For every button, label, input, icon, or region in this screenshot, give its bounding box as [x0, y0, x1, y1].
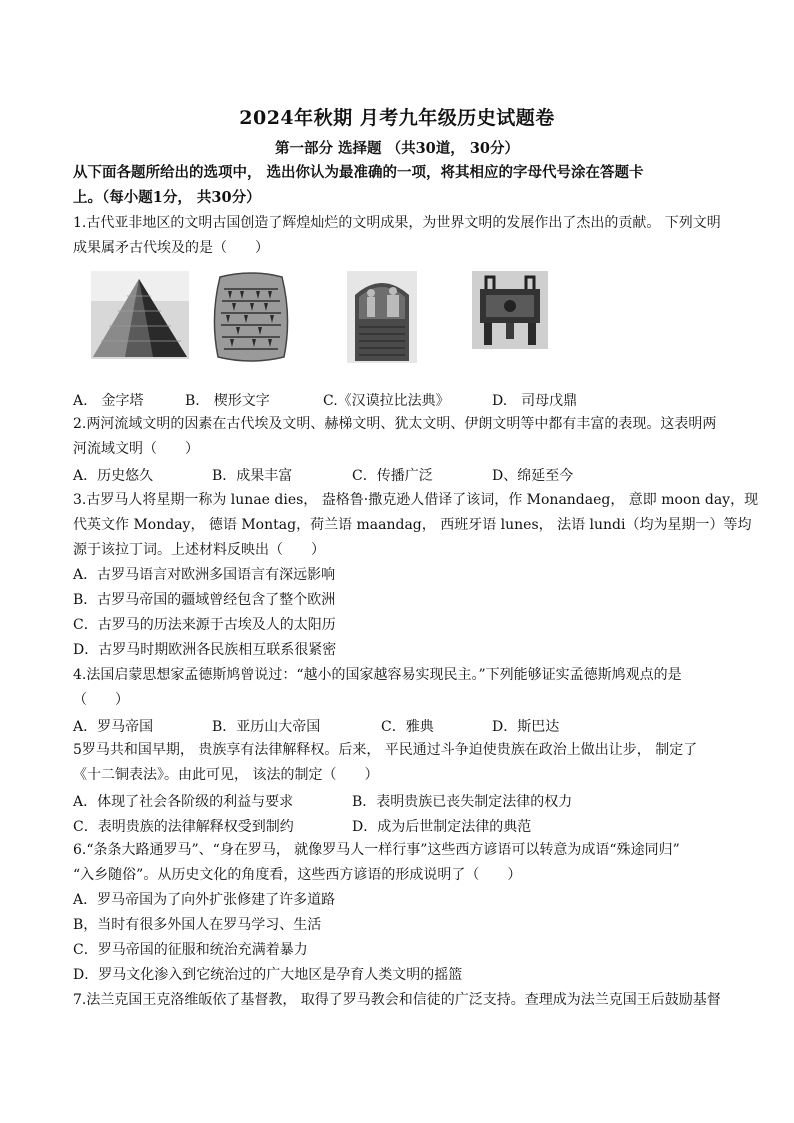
question-3-stem: 源于该拉丁词。上述材料反映出（ ） — [73, 542, 325, 558]
question-1-stem: 1.古代亚非地区的文明古国创造了辉煌灿烂的文明成果，为世界文明的发展作出了杰出的贡献。 下列文明 — [73, 215, 721, 231]
option-c: C．传播广泛 — [352, 468, 433, 484]
instructions-line: 从下面各题所给出的选项中， 选出你认为最准确的一项，将其相应的字母代号涂在答题卡 — [73, 164, 644, 181]
option-a: A．罗马帝国为了向外扩张修建了许多道路 — [73, 892, 336, 908]
question-4-stem: （ ） — [73, 692, 129, 708]
option-c: C．古罗马的历法来源于古埃及人的太阳历 — [73, 617, 336, 633]
option-c: C．雅典 — [381, 719, 434, 735]
question-3-stem: 3.古罗马人将星期一称为 lunae dies， 盎格鲁·撒克逊人借译了该词，作 Monandaeg， 意即 moon day，现 — [73, 492, 759, 508]
question-5-stem: 5罗马共和国早期， 贵族享有法律解释权。后来， 平民通过斗争迫使贵族在政治上做出让步， 制定了 — [73, 742, 698, 758]
exam-title: 2024年秋期 月考九年级历史试题卷 — [239, 107, 555, 129]
option-d: D．成为后世制定法律的典范 — [352, 819, 532, 835]
option-a: A．体现了社会各阶级的利益与要求 — [73, 794, 294, 810]
option-b: B．成果丰富 — [212, 468, 293, 484]
question-4-stem: 4.法国启蒙思想家孟德斯鸠曾说过：“越小的国家越容易实现民主。”下列能够证实孟德斯鸠观点的是 — [73, 667, 682, 683]
question-5-stem: 《十二铜表法》。由此可见， 该法的制定（ ） — [73, 767, 379, 783]
question-3-stem: 代英文作 Monday， 德语 Montag，荷兰语 maandag， 西班牙语 lunes， 法语 lundi（均为星期一）等均 — [73, 517, 752, 533]
option-a: A．罗马帝国 — [73, 719, 154, 735]
option-b: B，当时有很多外国人在罗马学习、生活 — [73, 917, 322, 933]
option-b: B. 楔形文字 — [185, 393, 270, 409]
option-d: D、绵延至今 — [492, 468, 574, 484]
option-b: B．古罗马帝国的疆域曾经包含了整个欧洲 — [73, 592, 336, 608]
option-a: A. 金字塔 — [73, 393, 144, 409]
option-c: C.《汉谟拉比法典》 — [323, 393, 450, 409]
option-b: B．表明贵族已丧失制定法律的权力 — [352, 794, 573, 810]
instructions-line: 上。（每小题1分， 共30分） — [73, 189, 261, 206]
option-c: C．罗马帝国的征服和统治充满着暴力 — [73, 942, 308, 958]
question-2-stem: 河流域文明（ ） — [73, 441, 199, 457]
hammurabi-stele-image — [347, 271, 417, 363]
option-b: B．亚历山大帝国 — [212, 719, 321, 735]
option-a: A．古罗马语言对欧洲多国语言有深远影响 — [73, 567, 336, 583]
option-d: D．罗马文化渗入到它统治过的广大地区是孕育人类文明的摇篮 — [73, 967, 463, 983]
question-7-stem: 7.法兰克国王克洛维皈依了基督教， 取得了罗马教会和信徒的广泛支持。查理成为法兰克国王后鼓励基督 — [73, 992, 721, 1008]
option-a: A．历史悠久 — [73, 468, 154, 484]
question-6-stem: 6.“条条大路通罗马”、“身在罗马， 就像罗马人一样行事”这些西方谚语可以转意为成语“殊途同归” — [73, 842, 680, 858]
option-c: C．表明贵族的法律解释权受到制约 — [73, 819, 294, 835]
option-d: D. 司母戊鼎 — [492, 393, 578, 409]
option-d: D．斯巴达 — [492, 719, 560, 735]
section-heading: 第一部分 选择题 （共30道， 30分） — [275, 140, 519, 157]
question-2-stem: 2.两河流域文明的因素在古代埃及文明、赫梯文明、犹太文明、伊朗文明等中都有丰富的表现。这表明两 — [73, 416, 717, 432]
pyramid-image — [91, 271, 189, 359]
cuneiform-tablet-image — [210, 271, 292, 363]
question-6-stem: “入乡随俗”。从历史文化的角度看，这些西方谚语的形成说明了（ ） — [73, 867, 522, 883]
option-d: D．古罗马时期欧洲各民族相互联系很紧密 — [73, 642, 337, 658]
simuwu-ding-image — [472, 271, 548, 349]
question-1-stem: 成果属矛古代埃及的是（ ） — [73, 240, 269, 256]
